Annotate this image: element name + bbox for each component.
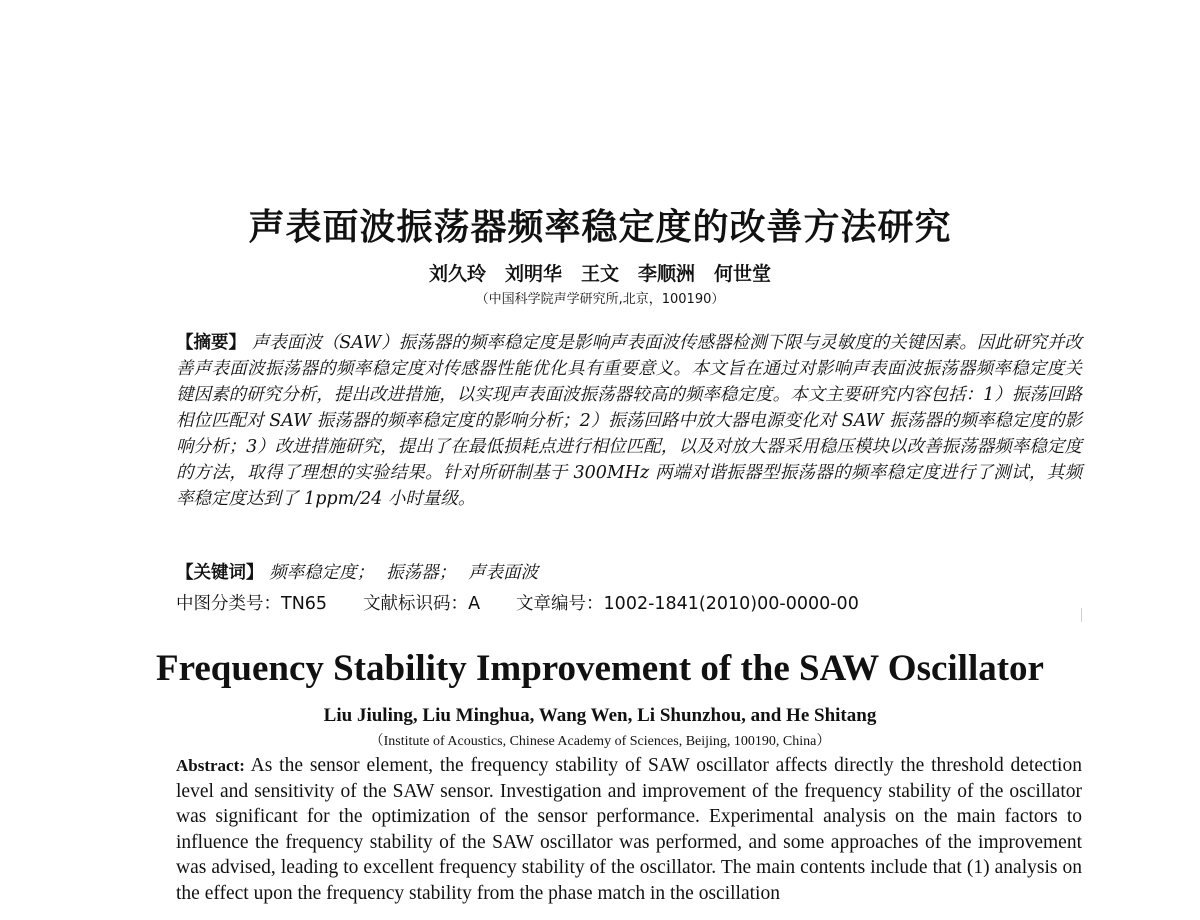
- chinese-affiliation: （中国科学院声学研究所,北京，100190）: [475, 292, 725, 307]
- classification-line: [176, 591, 1082, 617]
- chinese-abstract-text: 声表面波（SAW）振荡器的频率稳定度是影响声表面波传感器检测下限与灵敏度的关键因素。因此研究并改善声表面波振荡器的频率稳定度对传感器性能优化具有重要意义。本文旨在通过对影响声表面波振荡器频率稳定度关键因素的研究分析，提出改进措施，以实现声表面波振荡器较高的频率稳定度。本文主要研究内容包括：1）振荡回路相位匹配对 SAW 振荡器的频率稳定度的影响分析；2）振荡回路中放大器电源变化对 SAW 振荡器的频率稳定度的影响分析；3）改进措施研究，提出了在最低损耗点进行相位匹配，以及对放大器采用稳压模块以改善振荡器频率稳定度的方法，取得了理想的实验结果。针对所研制基于 300MHz 两端对谐振器型振荡器的频率稳定度进行了测试，其频率稳定度达到了 1ppm/24 小时量级。: [176, 333, 1083, 509]
- chinese-abstract: [176, 330, 1082, 512]
- chinese-authors: 刘久玲 刘明华 王文 李顺洲 何世堂: [428, 263, 771, 285]
- article-number-value: 1002-1841(2010)00-0000-00: [603, 594, 859, 614]
- clc-value: TN65: [281, 594, 328, 614]
- english-abstract-label: Abstract:: [176, 756, 245, 775]
- chinese-title: 声表面波振荡器频率稳定度的改善方法研究: [248, 207, 952, 248]
- english-abstract-text: As the sensor element, the frequency stability of SAW oscillator affects directly the threshold detection level and sensitivity of the SAW sensor. Investigation and improvement of the frequency stability of the oscillator was significant for the optimization of the sensor performance. Experimental analysis on the main factors to influence the frequency stability of the SAW oscillator was performed, and some approaches of the improvement was advised, leading to excellent frequency stability of the oscillator. The main contents include that (1) analysis on the effect upon the frequency stability from the phase match in the oscillation: [176, 755, 1082, 904]
- chinese-abstract-label: 【摘要】: [176, 333, 247, 353]
- article-number-label: 文章编号：: [516, 594, 604, 614]
- english-abstract: [176, 753, 1082, 907]
- english-authors: Liu Jiuling, Liu Minghua, Wang Wen, Li Shunzhou, and He Shitang: [323, 705, 877, 726]
- english-title: Frequency Stability Improvement of the SAW Oscillator: [156, 648, 1044, 689]
- clc-label: 中图分类号：: [176, 594, 281, 614]
- keyword: 振荡器；: [386, 563, 457, 583]
- scan-artifact: [1081, 608, 1082, 622]
- chinese-keywords-label: 【关键词】: [176, 563, 264, 583]
- doc-code-label: 文献标识码：: [363, 594, 469, 614]
- keyword: 频率稳定度；: [269, 563, 375, 583]
- keyword: 声表面波: [468, 563, 539, 583]
- english-affiliation: （Institute of Acoustics, Chinese Academy of Sciences, Beijing, 100190, China）: [369, 734, 831, 749]
- chinese-keywords: [176, 560, 1082, 586]
- doc-code-value: A: [468, 594, 481, 614]
